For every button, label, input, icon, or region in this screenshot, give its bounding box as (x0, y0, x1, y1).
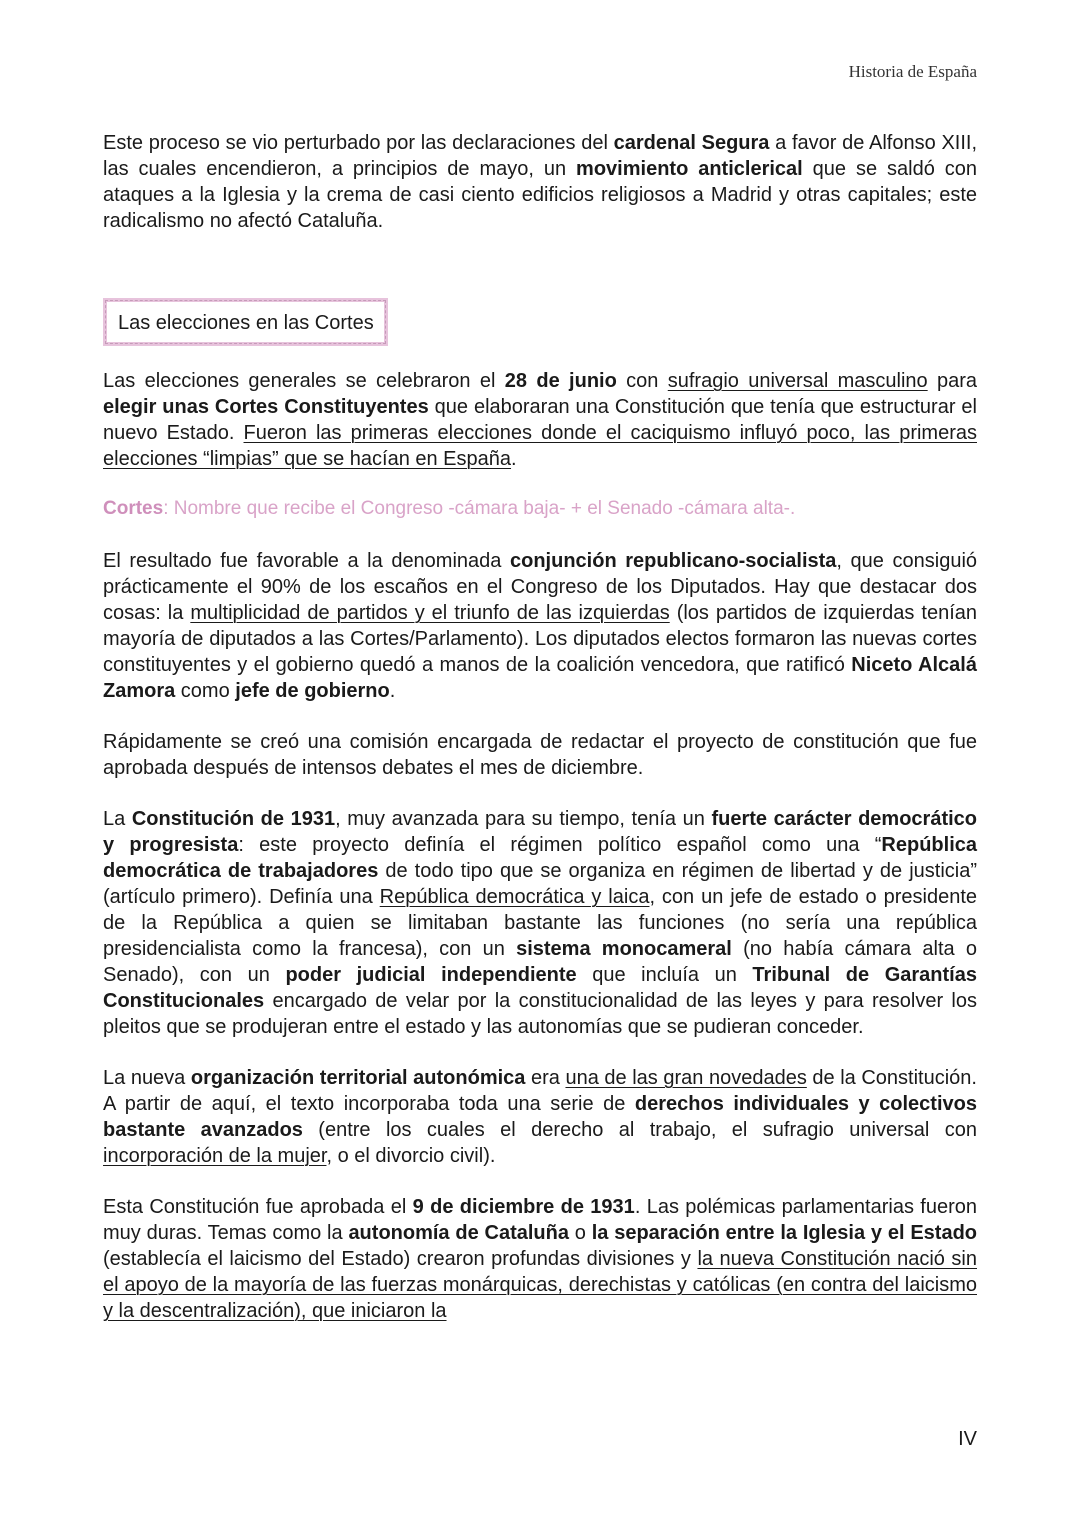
text-run: como (175, 680, 236, 702)
bold-run: derechos individuales y colectivos bastante avanzados (103, 1093, 977, 1141)
bold-run: 28 de junio (504, 370, 617, 392)
bold-run: República democrática de trabajadores (103, 834, 977, 882)
text-run: , con un jefe de estado o presidente de la República a quien se limitaban bastante las funciones (no sería una república presidencialista como la francesa), con un (103, 886, 977, 960)
bold-run: fuerte carácter democrático y progresista (103, 808, 978, 856)
bold-run: organización territorial autonómica (190, 1067, 526, 1089)
page-number: IV (958, 1428, 977, 1450)
document-body (103, 130, 977, 1324)
bold-run: Tribunal de Garantías Constitucionales (103, 964, 977, 1012)
bold-run: movimiento anticlerical (576, 158, 803, 180)
text-run: Esta Constitución fue aprobada el (103, 1196, 413, 1218)
bold-run: poder judicial independiente (285, 964, 577, 986)
text-run: : este proyecto definía el régimen político español como una “ (238, 834, 882, 856)
bold-run: Constitución de 1931 (131, 808, 336, 830)
paragraph-2 (103, 368, 977, 472)
text-run: que elaboraran una Constitución que tenía que estructurar el nuevo Estado. (103, 396, 977, 444)
note-term: Cortes (103, 498, 164, 519)
text-run: La nueva (103, 1067, 191, 1089)
text-run: . (389, 680, 396, 702)
text-run: o (568, 1222, 592, 1244)
text-run: . (511, 448, 517, 470)
text-run: (no había cámara alta o Senado), con un (103, 938, 977, 986)
text-run: Este proceso se vio perturbado por las declaraciones del (103, 132, 614, 154)
text-run: (entre los cuales el derecho al trabajo, el sufragio universal con (302, 1119, 977, 1141)
bold-run: la separación entre la Iglesia y el Estado (591, 1222, 978, 1244)
bold-run: cardenal Segura (613, 132, 770, 154)
bold-run: jefe de gobierno (235, 680, 390, 702)
text-run: que incluía un (576, 964, 753, 986)
underline-run: incorporación de la mujer (103, 1145, 327, 1167)
paragraph-3 (103, 548, 977, 704)
text-run: Las elecciones generales se celebraron el (103, 370, 505, 392)
paragraph-5 (103, 806, 977, 1040)
text-run: era (525, 1067, 566, 1089)
text-run: . Las polémicas parlamentarias fueron muy duras. Temas como la (103, 1196, 977, 1244)
section-heading: Las elecciones en las Cortes (118, 312, 374, 334)
paragraph-1 (103, 130, 977, 234)
text-run: La (103, 808, 132, 830)
paragraph-4 (103, 729, 977, 781)
bold-run: autonomía de Cataluña (348, 1222, 569, 1244)
definition-note (103, 496, 977, 522)
text-run: Rápidamente se creó una comisión encargada de redactar el proyecto de constitución que fue aprobada después de intensos debates el mes de diciembre. (103, 731, 977, 779)
text-run: (los partidos de izquierdas tenían mayoría de diputados a las Cortes/Parlamento). Los diputados electos formaron las nuevas cortes constituyentes y el gobierno quedó a manos de la coalición vencedora, que ratificó (103, 602, 977, 676)
bold-run: Niceto Alcalá Zamora (103, 654, 977, 702)
underline-run: multiplicidad de partidos y el triunfo de las izquierdas (190, 602, 670, 624)
text-run: , o el divorcio civil). (326, 1145, 496, 1167)
text-run: de todo tipo que se organiza en régimen de libertad y de justicia” (artículo primero). Definía una (103, 860, 977, 908)
text-run: que se saldó con ataques a la Iglesia y la crema de casi ciento edificios religiosos a Madrid y otras capitales; este radicalismo no afectó Cataluña. (103, 158, 977, 232)
text-run: (establecía el laicismo del Estado) crearon profundas divisiones y (103, 1248, 698, 1270)
note-text: : Nombre que recibe el Congreso -cámara baja- + el Senado -cámara alta-. (163, 498, 796, 519)
paragraph-7 (103, 1194, 977, 1324)
underline-run: Fueron las primeras elecciones donde el caciquismo influyó poco, las primeras elecciones “limpias” que se hacían en España (103, 422, 977, 470)
text-run: con (616, 370, 668, 392)
bold-run: 9 de diciembre de 1931 (412, 1196, 635, 1218)
text-run: a favor de Alfonso XIII, las cuales encendieron, a principios de mayo, un (103, 132, 978, 180)
bold-run: elegir unas Cortes Constituyentes (103, 396, 429, 418)
section-heading-box (103, 298, 388, 346)
text-run: para (927, 370, 978, 392)
text-run: encargado de velar por la constitucionalidad de las leyes y para resolver los pleitos que se produjeran entre el estado y las autonomías que se pudieran conceder. (103, 990, 977, 1038)
underline-run: una de las gran novedades (565, 1067, 807, 1089)
paragraph-6 (103, 1065, 977, 1169)
bold-run: sistema monocameral (516, 938, 732, 960)
text-run: El resultado fue favorable a la denominada (103, 550, 510, 572)
text-run: de la Constitución. A partir de aquí, el texto incorporaba toda una serie de (103, 1067, 977, 1115)
text-run: , muy avanzada para su tiempo, tenía un (335, 808, 712, 830)
underline-run: la nueva Constitución nació sin el apoyo de la mayoría de las fuerzas monárquicas, derechistas y católicas (en contra del laicismo y la descentralización), que iniciaron la (103, 1248, 977, 1322)
underline-run: República democrática y laica (379, 886, 650, 908)
bold-run: conjunción republicano-socialista (510, 550, 837, 572)
underline-run: sufragio universal masculino (667, 370, 928, 392)
text-run: , que consiguió prácticamente el 90% de los escaños en el Congreso de los Diputados. Hay que destacar dos cosas: la (103, 550, 978, 624)
page-header-title: Historia de España (848, 62, 977, 81)
